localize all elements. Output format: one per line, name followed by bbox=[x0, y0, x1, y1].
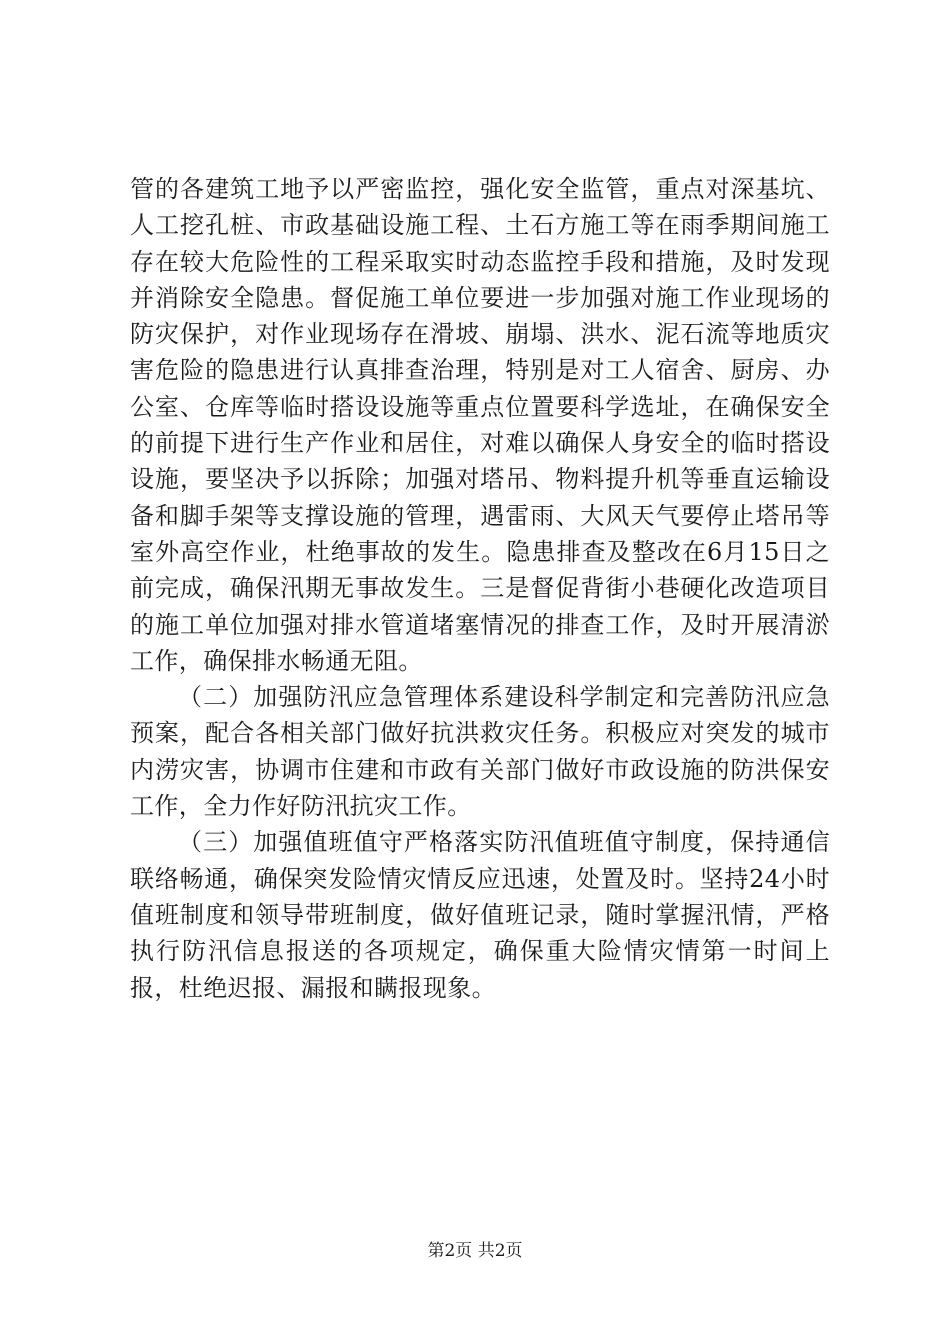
paragraph-section-three: （三）加强值班值守严格落实防汛值班值守制度，保持通信联络畅通，确保突发险情灾情反应迅速，处置及时。坚持24小时值班制度和领导带班制度，做好值班记录，随时掌握汛情，严格执行防汛信息报送的各项规定，确保重大险情灾情第一时间上报，杜绝迟报、漏报和瞒报现象。 bbox=[130, 828, 830, 1002]
page-footer-number: 第2页 共2页 bbox=[427, 1241, 523, 1261]
paragraph-section-two: （二）加强防汛应急管理体系建设科学制定和完善防汛应急预案，配合各相关部门做好抗洪救灾任务。积极应对突发的城市内涝灾害，协调市住建和市政有关部门做好市政设施的防洪保安工作，全力作好防汛抗灾工作。 bbox=[130, 683, 830, 821]
paragraph-continued: 管的各建筑工地予以严密监控，强化安全监管，重点对深基坑、人工挖孔桩、市政基础设施工程、土石方施工等在雨季期间施工存在较大危险性的工程采取实时动态监控手段和措施，及时发现并消除安全隐患。督促施工单位要进一步加强对施工作业现场的防灾保护，对作业现场存在滑坡、崩塌、洪水、泥石流等地质灾害危险的隐患进行认真排查治理，特别是对工人宿舍、厨房、办公室、仓库等临时搭设设施等重点位置要科学选址，在确保安全的前提下进行生产作业和居住，对难以确保人身安全的临时搭设设施，要坚决予以拆除；加强对塔吊、物料提升机等垂直运输设备和脚手架等支撑设施的管理，遇雷雨、大风天气要停止塔吊等室外高空作业，杜绝事故的发生。隐患排查及整改在6月15日之前完成，确保汛期无事故发生。三是督促背街小巷硬化改造项目的施工单位加强对排水管道堵塞情况的排查工作，及时开展清淤工作，确保排水畅通无阻。 bbox=[130, 175, 830, 675]
document-body bbox=[130, 171, 830, 1006]
